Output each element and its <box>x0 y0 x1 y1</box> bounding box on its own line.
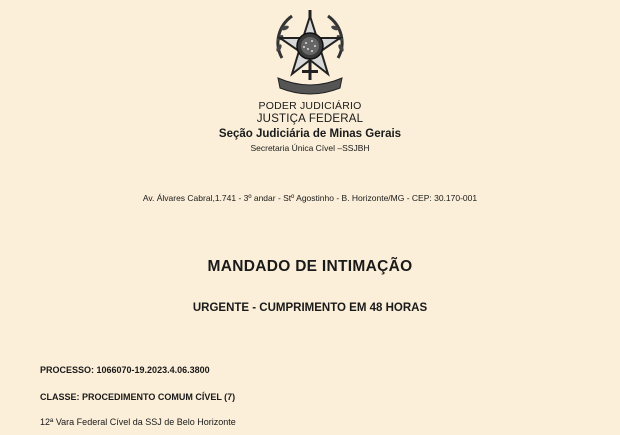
field-classe: CLASSE: PROCEDIMENTO COMUM CÍVEL (7) <box>40 392 236 402</box>
header-poder-judiciario: PODER JUDICIÁRIO <box>258 100 362 112</box>
court-address: Av. Álvares Cabral,1.741 - 3º andar - Stº Agostinho - B. Horizonte/MG - CEP: 30.170-001 <box>142 193 478 203</box>
header-secao-judiciaria: Seção Judiciária de Minas Gerais <box>218 128 402 140</box>
header-secretaria: Secretaria Única Cível –SSJBH <box>250 143 370 153</box>
header-justica-federal: JUSTIÇA FEDERAL <box>256 113 364 125</box>
document-subtitle: URGENTE - CUMPRIMENTO EM 48 HORAS <box>192 302 428 314</box>
document-title: MANDADO DE INTIMAÇÃO <box>207 258 413 275</box>
field-processo: PROCESSO: 1066070-19.2023.4.06.3800 <box>40 365 210 375</box>
field-vara: 12ª Vara Federal Cível da SSJ de Belo Horizonte <box>40 417 236 427</box>
brazil-coat-of-arms-icon <box>268 8 352 96</box>
